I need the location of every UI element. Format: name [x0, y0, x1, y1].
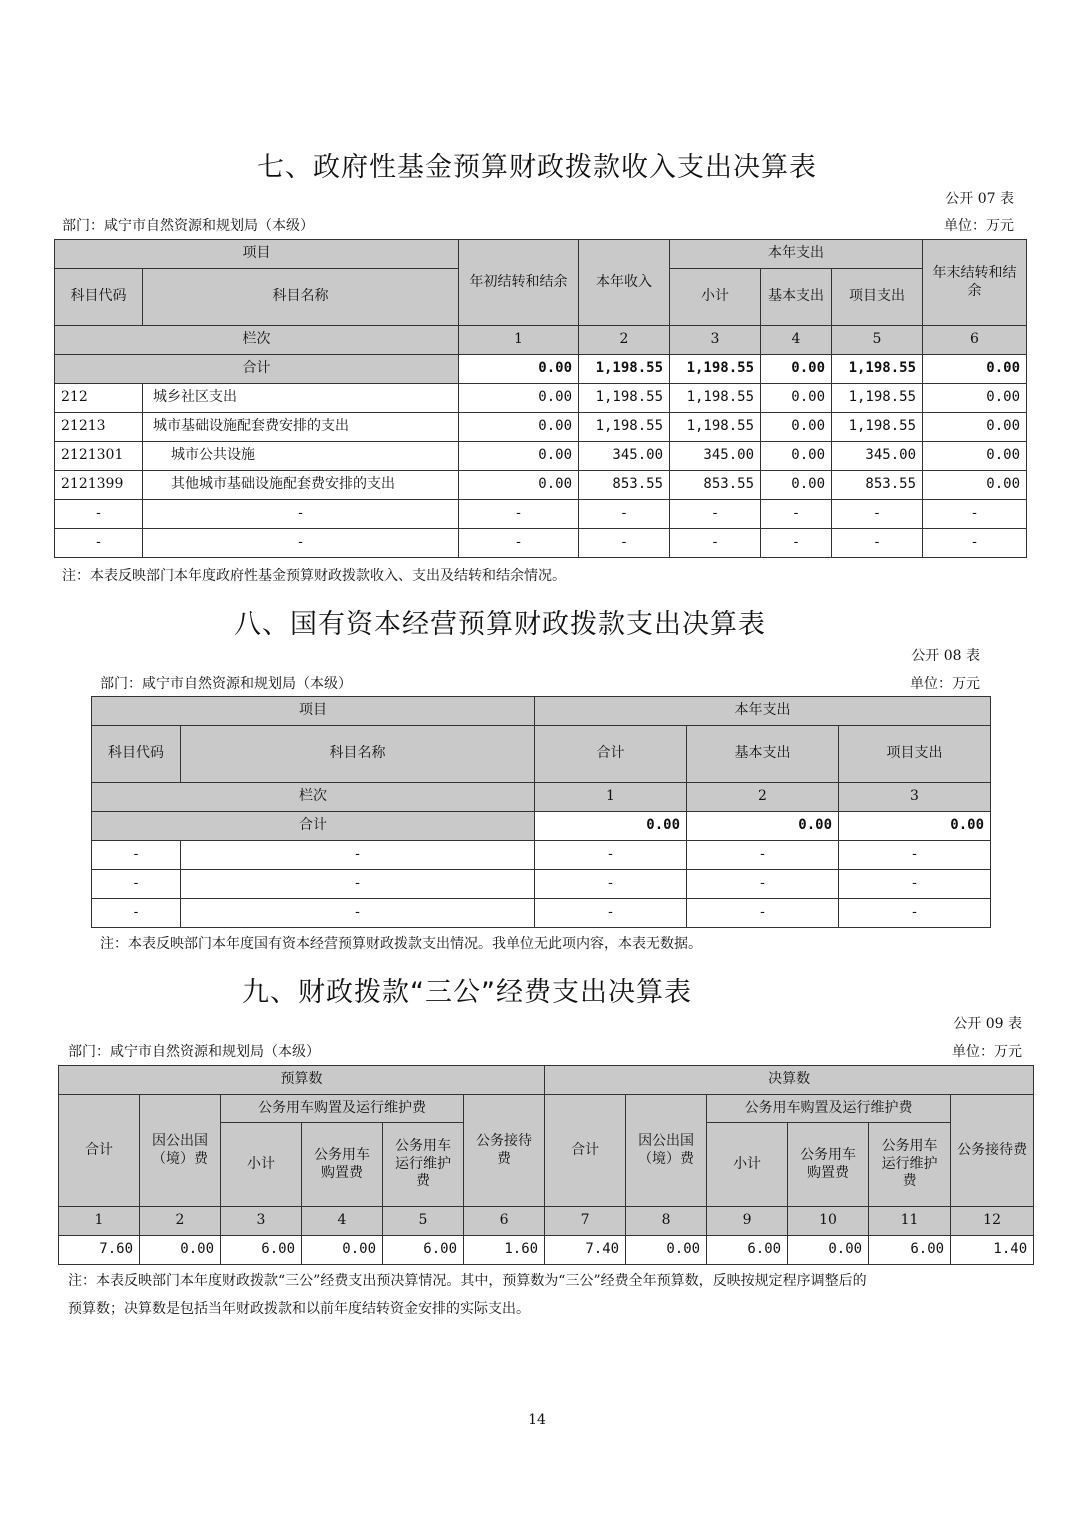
t7-cell: 853.55 — [832, 471, 923, 500]
t7-row-code: 2121399 — [55, 471, 143, 500]
t7-cell: - — [832, 529, 923, 558]
t9-table — [58, 1065, 1034, 1265]
t8-row-name: - — [181, 870, 535, 899]
t7-cell: 0.00 — [923, 413, 1027, 442]
t8-cell: - — [687, 841, 839, 870]
t8-total-value: 0.00 — [687, 812, 839, 841]
t7-cell: 345.00 — [670, 442, 761, 471]
t7-cell: 0.00 — [459, 442, 579, 471]
t9-cell: 1.60 — [464, 1236, 545, 1265]
t9-colnum: 11 — [869, 1207, 951, 1236]
t8-h-item: 项目支出 — [839, 726, 991, 783]
t9-code: 公开 09 表 — [953, 1016, 1022, 1032]
t7-h-basic: 基本支出 — [761, 269, 832, 326]
t9-dept: 部门：咸宁市自然资源和规划局（本级） — [68, 1044, 320, 1060]
t9-h-purchase: 公务用车购置费 — [302, 1123, 383, 1207]
t7-cell: 345.00 — [579, 442, 670, 471]
t7-row-name: 其他城市基础设施配套费安排的支出 — [143, 471, 459, 500]
t7-h-begin: 年初结转和结余 — [459, 240, 579, 326]
t7-row-name: - — [143, 529, 459, 558]
t7-cell: 0.00 — [761, 413, 832, 442]
t7-cell: - — [761, 500, 832, 529]
t9-h-car: 公务用车购置及运行维护费 — [221, 1095, 464, 1123]
t8-cell: - — [687, 870, 839, 899]
t7-note: 注：本表反映部门本年度政府性基金预算财政拨款收入、支出及结转和结余情况。 — [62, 568, 566, 584]
t9-title: 九、财政拨款“三公”经费支出决算表 — [242, 977, 692, 1008]
t7-h-end: 年末结转和结余 — [923, 240, 1027, 326]
t9-colnum: 8 — [626, 1207, 707, 1236]
t8-dept: 部门：咸宁市自然资源和规划局（本级） — [100, 676, 352, 692]
table-row — [92, 870, 991, 899]
t8-cell: - — [839, 870, 991, 899]
t9-cell: 6.00 — [383, 1236, 464, 1265]
t7-cell: - — [579, 500, 670, 529]
t9-cell: 6.00 — [869, 1236, 951, 1265]
t7-cell: - — [459, 500, 579, 529]
t9-h-abroad: 因公出国（境）费 — [626, 1095, 707, 1207]
t7-cell: 0.00 — [923, 442, 1027, 471]
t8-unit: 单位：万元 — [910, 676, 980, 692]
t8-cell: - — [839, 841, 991, 870]
t7-table — [54, 239, 1027, 558]
t7-h-expense: 本年支出 — [670, 240, 923, 269]
t9-colnum: 3 — [221, 1207, 302, 1236]
t8-colrow-label: 栏次 — [92, 783, 535, 812]
t9-cell: 0.00 — [302, 1236, 383, 1265]
t7-total-value: 0.00 — [923, 355, 1027, 384]
t8-total-label: 合计 — [92, 812, 535, 841]
page-number: 14 — [528, 1412, 546, 1428]
t7-cell: 1,198.55 — [832, 413, 923, 442]
table-row — [59, 1236, 1034, 1265]
t8-title: 八、国有资本经营预算财政拨款支出决算表 — [234, 609, 766, 640]
t9-h-abroad: 因公出国（境）费 — [140, 1095, 221, 1207]
t7-row-code: 21213 — [55, 413, 143, 442]
t9-colnum: 12 — [951, 1207, 1034, 1236]
table-row — [92, 899, 991, 928]
t7-row-code: - — [55, 529, 143, 558]
t7-cell: 0.00 — [459, 413, 579, 442]
t7-row-name: 城市公共设施 — [143, 442, 459, 471]
t7-colnum: 5 — [832, 326, 923, 355]
t7-row-code: 212 — [55, 384, 143, 413]
t7-h-sub: 小计 — [670, 269, 761, 326]
t7-cell: - — [579, 529, 670, 558]
t9-colnum: 9 — [707, 1207, 788, 1236]
t8-row-code: - — [92, 899, 181, 928]
t8-h-basic: 基本支出 — [687, 726, 839, 783]
t8-code: 公开 08 表 — [911, 648, 980, 664]
t7-total-value: 0.00 — [761, 355, 832, 384]
t8-note: 注：本表反映部门本年度国有资本经营预算财政拨款支出情况。我单位无此项内容，本表无数据。 — [100, 936, 702, 952]
t8-colnum: 3 — [839, 783, 991, 812]
t8-colnum: 2 — [687, 783, 839, 812]
t9-h-total: 合计 — [59, 1095, 140, 1207]
t8-row-name: - — [181, 841, 535, 870]
t9-h-actual: 决算数 — [545, 1066, 1034, 1095]
t7-total-label: 合计 — [55, 355, 459, 384]
t7-total-value: 0.00 — [459, 355, 579, 384]
t9-unit: 单位：万元 — [952, 1044, 1022, 1060]
t9-h-run: 公务用车运行维护费 — [869, 1123, 951, 1207]
t7-cell: - — [459, 529, 579, 558]
t7-total-value: 1,198.55 — [832, 355, 923, 384]
t7-unit: 单位：万元 — [944, 218, 1014, 234]
t9-h-total: 合计 — [545, 1095, 626, 1207]
t9-colnum: 10 — [788, 1207, 869, 1236]
t9-cell: 0.00 — [788, 1236, 869, 1265]
t9-colnum: 5 — [383, 1207, 464, 1236]
t8-cell: - — [535, 841, 687, 870]
table-row — [55, 471, 1027, 500]
t7-cell: - — [761, 529, 832, 558]
t7-h-project: 项目 — [55, 240, 459, 269]
t7-cell: 345.00 — [832, 442, 923, 471]
t9-note-line1: 注：本表反映部门本年度财政拨款“三公”经费支出预决算情况。其中，预算数为“三公”经费全年预算数，反映按规定程序调整后的 — [68, 1273, 867, 1289]
t9-h-run: 公务用车运行维护费 — [383, 1123, 464, 1207]
t8-h-total: 合计 — [535, 726, 687, 783]
t8-cell: - — [687, 899, 839, 928]
t7-cell: 0.00 — [923, 384, 1027, 413]
t9-cell: 1.40 — [951, 1236, 1034, 1265]
t9-colnum: 1 — [59, 1207, 140, 1236]
t8-row-code: - — [92, 870, 181, 899]
t9-cell: 7.40 — [545, 1236, 626, 1265]
t9-h-reception: 公务接待费 — [951, 1095, 1034, 1207]
t7-cell: 0.00 — [459, 384, 579, 413]
t8-h-expense: 本年支出 — [535, 697, 991, 726]
t9-cell: 6.00 — [221, 1236, 302, 1265]
t7-colnum: 4 — [761, 326, 832, 355]
t7-row-name: - — [143, 500, 459, 529]
t8-h-code: 科目代码 — [92, 726, 181, 783]
t7-total-value: 1,198.55 — [579, 355, 670, 384]
t7-cell: - — [670, 529, 761, 558]
t7-cell: - — [670, 500, 761, 529]
t7-title: 七、政府性基金预算财政拨款收入支出决算表 — [257, 152, 817, 183]
t9-cell: 7.60 — [59, 1236, 140, 1265]
t7-cell: 0.00 — [761, 471, 832, 500]
t7-cell: 1,198.55 — [579, 384, 670, 413]
t7-colrow-label: 栏次 — [55, 326, 459, 355]
table-row — [55, 413, 1027, 442]
t7-cell: 0.00 — [923, 471, 1027, 500]
t9-h-purchase: 公务用车购置费 — [788, 1123, 869, 1207]
t8-row-name: - — [181, 899, 535, 928]
t7-h-code: 科目代码 — [55, 269, 143, 326]
t8-cell: - — [535, 870, 687, 899]
t8-colnum: 1 — [535, 783, 687, 812]
t9-cell: 0.00 — [140, 1236, 221, 1265]
t7-dept: 部门：咸宁市自然资源和规划局（本级） — [62, 218, 314, 234]
t7-h-name: 科目名称 — [143, 269, 459, 326]
t7-h-item: 项目支出 — [832, 269, 923, 326]
t7-cell: 853.55 — [670, 471, 761, 500]
table-row — [92, 841, 991, 870]
t7-cell: 0.00 — [761, 384, 832, 413]
t7-cell: 1,198.55 — [670, 384, 761, 413]
t9-cell: 6.00 — [707, 1236, 788, 1265]
t8-row-code: - — [92, 841, 181, 870]
t7-cell: - — [832, 500, 923, 529]
t8-total-value: 0.00 — [839, 812, 991, 841]
t7-total-value: 1,198.55 — [670, 355, 761, 384]
t9-colnum: 7 — [545, 1207, 626, 1236]
t8-cell: - — [839, 899, 991, 928]
t7-code: 公开 07 表 — [945, 191, 1014, 207]
t7-cell: 1,198.55 — [832, 384, 923, 413]
table-row — [55, 384, 1027, 413]
t9-cell: 0.00 — [626, 1236, 707, 1265]
t7-row-name: 城乡社区支出 — [143, 384, 459, 413]
t9-h-reception: 公务接待费 — [464, 1095, 545, 1207]
t7-colnum: 3 — [670, 326, 761, 355]
t7-cell: 853.55 — [579, 471, 670, 500]
t7-h-income: 本年收入 — [579, 240, 670, 326]
t9-colnum: 4 — [302, 1207, 383, 1236]
t7-row-name: 城市基础设施配套费安排的支出 — [143, 413, 459, 442]
t9-colnum: 6 — [464, 1207, 545, 1236]
t7-colnum: 6 — [923, 326, 1027, 355]
t7-colnum: 2 — [579, 326, 670, 355]
table-row — [55, 529, 1027, 558]
t9-h-budget: 预算数 — [59, 1066, 545, 1095]
t9-h-sub: 小计 — [221, 1123, 302, 1207]
t9-h-car: 公务用车购置及运行维护费 — [707, 1095, 951, 1123]
t9-colnum: 2 — [140, 1207, 221, 1236]
t8-table — [91, 696, 991, 928]
t7-cell: 0.00 — [761, 442, 832, 471]
t7-cell: - — [923, 500, 1027, 529]
t9-h-sub: 小计 — [707, 1123, 788, 1207]
table-row — [55, 442, 1027, 471]
t8-h-name: 科目名称 — [181, 726, 535, 783]
t7-row-code: 2121301 — [55, 442, 143, 471]
t9-note-line2: 预算数；决算数是包括当年财政拨款和以前年度结转资金安排的实际支出。 — [68, 1301, 530, 1317]
t7-cell: 1,198.55 — [670, 413, 761, 442]
t7-cell: 0.00 — [459, 471, 579, 500]
table-row — [55, 500, 1027, 529]
t7-row-code: - — [55, 500, 143, 529]
t8-cell: - — [535, 899, 687, 928]
t8-total-value: 0.00 — [535, 812, 687, 841]
t7-cell: - — [923, 529, 1027, 558]
t7-colnum: 1 — [459, 326, 579, 355]
t8-h-project: 项目 — [92, 697, 535, 726]
t7-cell: 1,198.55 — [579, 413, 670, 442]
